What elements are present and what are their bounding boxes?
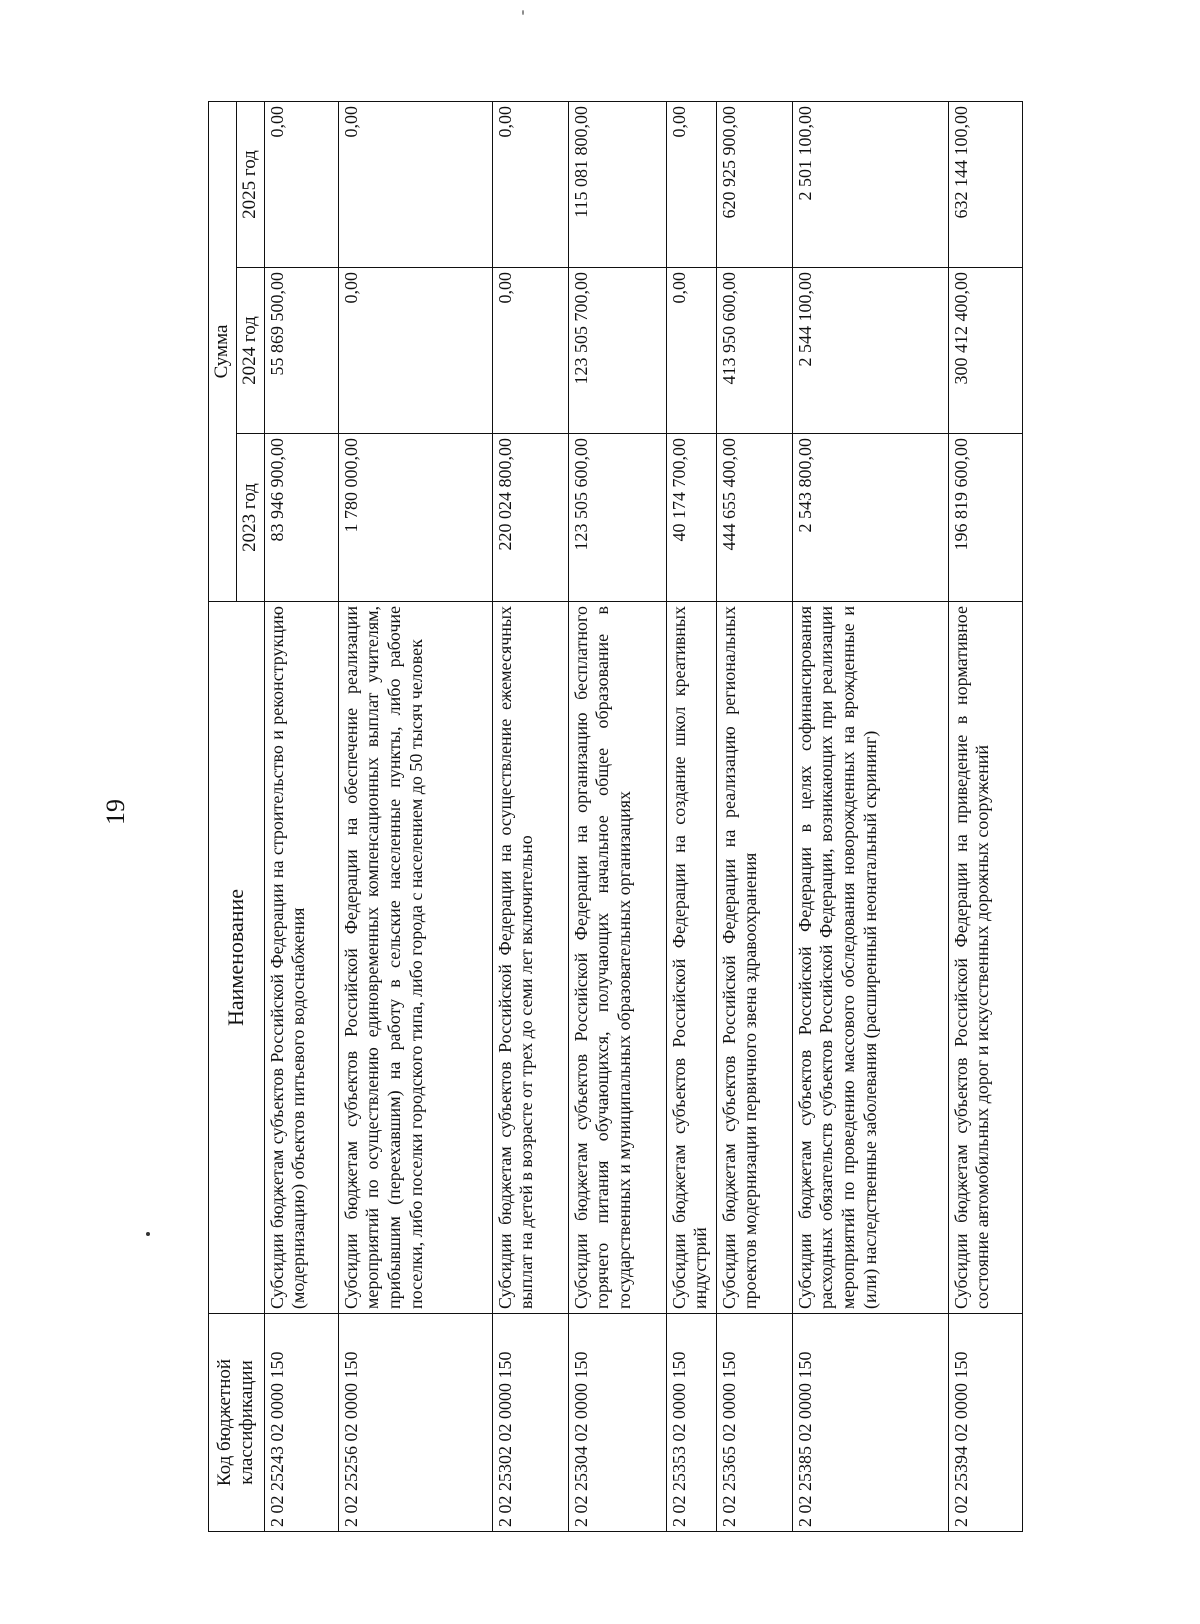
row-sum-2024: 0,00: [338, 268, 492, 434]
row-code: 2 02 25394 02 0000 150: [948, 1314, 1022, 1532]
row-sum-2023: 40 174 700,00: [666, 434, 716, 602]
table-row: [492, 102, 568, 1532]
row-sum-2024: 2 544 100,00: [792, 268, 948, 434]
table-row: [568, 102, 666, 1532]
row-code: 2 02 25353 02 0000 150: [666, 1314, 716, 1532]
row-code: 2 02 25243 02 0000 150: [264, 1314, 338, 1532]
row-sum-2023: 123 505 600,00: [568, 434, 666, 602]
row-sum-2025: 0,00: [666, 102, 716, 268]
row-name: Субсидии бюджетам субъектов Российской Федерации на приведение в нормативное состояние автомобильных дорог и искусственных дорожных сооружений: [948, 602, 1022, 1314]
header-code: Код бюджетной классификации: [209, 1314, 265, 1532]
row-name: Субсидии бюджетам субъектов Российской Федерации на осуществление ежемесячных выплат на детей в возрасте от трех до семи лет включительно: [492, 602, 568, 1314]
header-year-2025: 2025 год: [236, 102, 264, 268]
row-sum-2024: 413 950 600,00: [716, 268, 792, 434]
row-sum-2024: 123 505 700,00: [568, 268, 666, 434]
page-number: 19: [101, 799, 130, 825]
row-name: Субсидии бюджетам субъектов Российской Федерации на строительство и реконструкцию (модернизацию) объектов питьевого водоснабжения: [264, 602, 338, 1314]
table-body: [264, 102, 1022, 1532]
row-name: Субсидии бюджетам субъектов Российской Федерации на обеспечение реализации мероприятий по осуществлению единовременных компенсационных выплат учителям, прибывшим (переехавшим) на работу в сельские населенные пункты, либо рабочие поселки, либо поселки городского типа, либо города с населением до 50 тысяч человек: [338, 602, 492, 1314]
row-sum-2025: 620 925 900,00: [716, 102, 792, 268]
budget-table: [208, 101, 1023, 1532]
table-row: [338, 102, 492, 1532]
header-year-2023: 2023 год: [236, 434, 264, 602]
row-code: 2 02 25256 02 0000 150: [338, 1314, 492, 1532]
row-sum-2023: 83 946 900,00: [264, 434, 338, 602]
header-year-2024: 2024 год: [236, 268, 264, 434]
row-sum-2023: 444 655 400,00: [716, 434, 792, 602]
row-sum-2024: 0,00: [492, 268, 568, 434]
row-name: Субсидии бюджетам субъектов Российской Федерации на реализацию региональных проектов модернизации первичного звена здравоохранения: [716, 602, 792, 1314]
table-row: [264, 102, 338, 1532]
row-code: 2 02 25365 02 0000 150: [716, 1314, 792, 1532]
row-sum-2025: 115 081 800,00: [568, 102, 666, 268]
row-sum-2024: 55 869 500,00: [264, 268, 338, 434]
table-row: [948, 102, 1022, 1532]
row-sum-2023: 196 819 600,00: [948, 434, 1022, 602]
rotated-table-container: [208, 102, 1088, 1532]
header-sum: Сумма: [209, 102, 237, 602]
table-row: [792, 102, 948, 1532]
row-sum-2023: 220 024 800,00: [492, 434, 568, 602]
table-row: [666, 102, 716, 1532]
row-sum-2024: 0,00: [666, 268, 716, 434]
table-header: [209, 102, 265, 1532]
row-sum-2025: 2 501 100,00: [792, 102, 948, 268]
scan-speck: [522, 10, 524, 15]
row-name: Субсидии бюджетам субъектов Российской Федерации в целях софинансирования расходных обязательств субъектов Российской Федерации, возникающих при реализации мероприятий по проведению массового обследования новорожденных на врожденные и (или) наследственные заболевания (расширенный неонатальный скрининг): [792, 602, 948, 1314]
row-sum-2024: 300 412 400,00: [948, 268, 1022, 434]
row-sum-2025: 0,00: [492, 102, 568, 268]
row-sum-2025: 0,00: [264, 102, 338, 268]
row-code: 2 02 25385 02 0000 150: [792, 1314, 948, 1532]
header-name: Наименование: [209, 602, 265, 1314]
row-sum-2023: 2 543 800,00: [792, 434, 948, 602]
row-name: Субсидии бюджетам субъектов Российской Федерации на создание школ креативных индустрий: [666, 602, 716, 1314]
table-row: [716, 102, 792, 1532]
row-code: 2 02 25302 02 0000 150: [492, 1314, 568, 1532]
scan-speck: [146, 1232, 150, 1236]
row-sum-2025: 0,00: [338, 102, 492, 268]
row-sum-2023: 1 780 000,00: [338, 434, 492, 602]
row-sum-2025: 632 144 100,00: [948, 102, 1022, 268]
row-code: 2 02 25304 02 0000 150: [568, 1314, 666, 1532]
row-name: Субсидии бюджетам субъектов Российской Федерации на организацию бесплатного горячего питания обучающихся, получающих начальное общее образование в государственных и муниципальных образовательных организациях: [568, 602, 666, 1314]
